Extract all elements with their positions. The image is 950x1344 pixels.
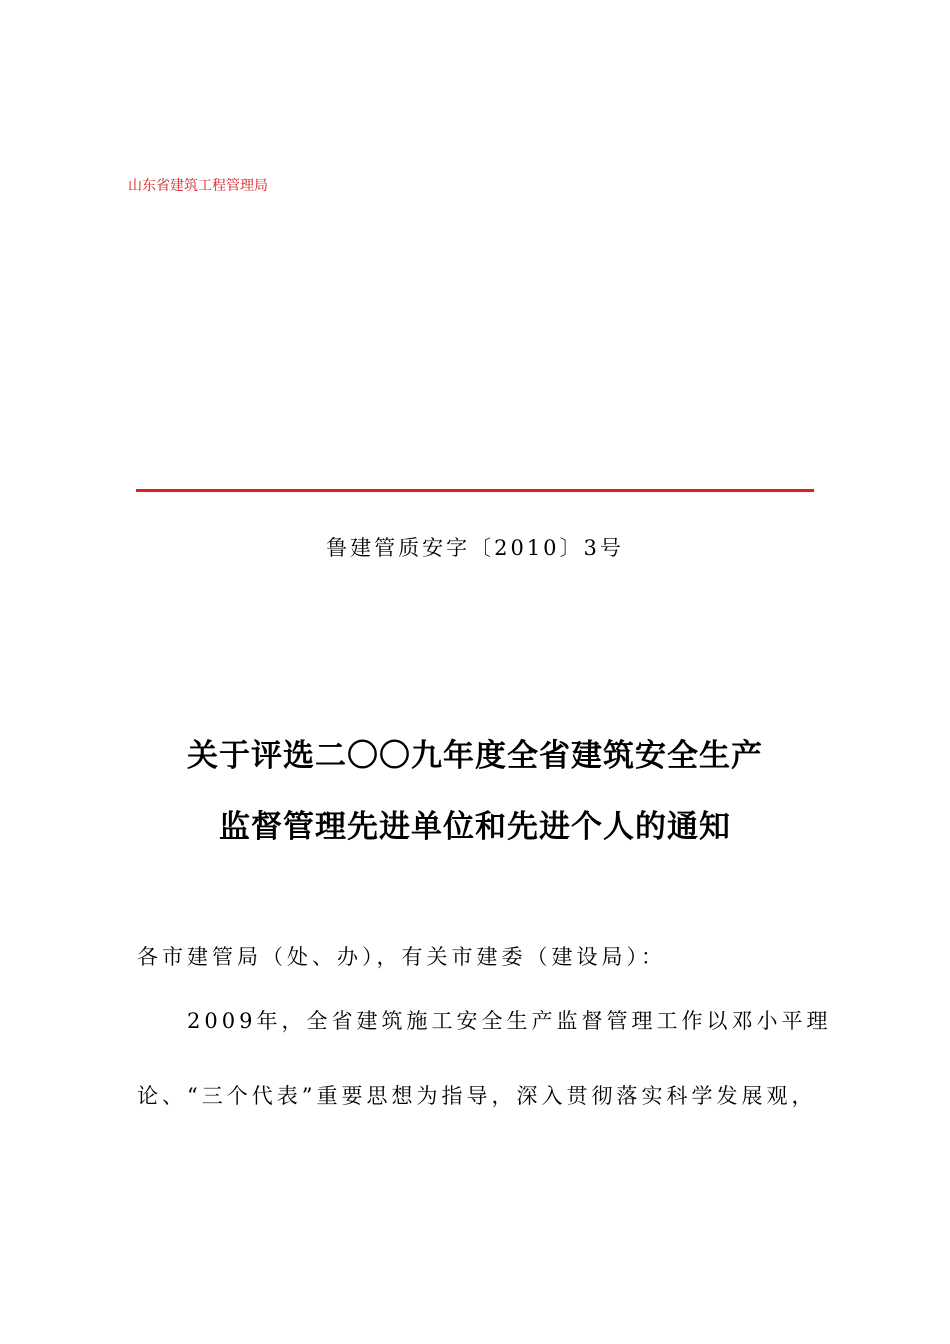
salutation: 各市建管局（处、办），有关市建委（建设局）： bbox=[137, 945, 666, 969]
red-header-rule bbox=[136, 489, 814, 492]
document-title-line-2: 监督管理先进单位和先进个人的通知 bbox=[219, 809, 731, 845]
issuing-organization: 山东省建筑工程管理局 bbox=[128, 178, 268, 194]
body-paragraph-line: 2009年，全省建筑施工安全生产监督管理工作以邓小平理 bbox=[187, 1009, 832, 1033]
document-title-line-1: 关于评选二〇〇九年度全省建筑安全生产 bbox=[187, 738, 763, 774]
document-number: 鲁建管质安字〔2010〕3号 bbox=[326, 536, 624, 560]
body-paragraph-line: 论、“三个代表”重要思想为指导，深入贯彻落实科学发展观， bbox=[137, 1084, 817, 1108]
